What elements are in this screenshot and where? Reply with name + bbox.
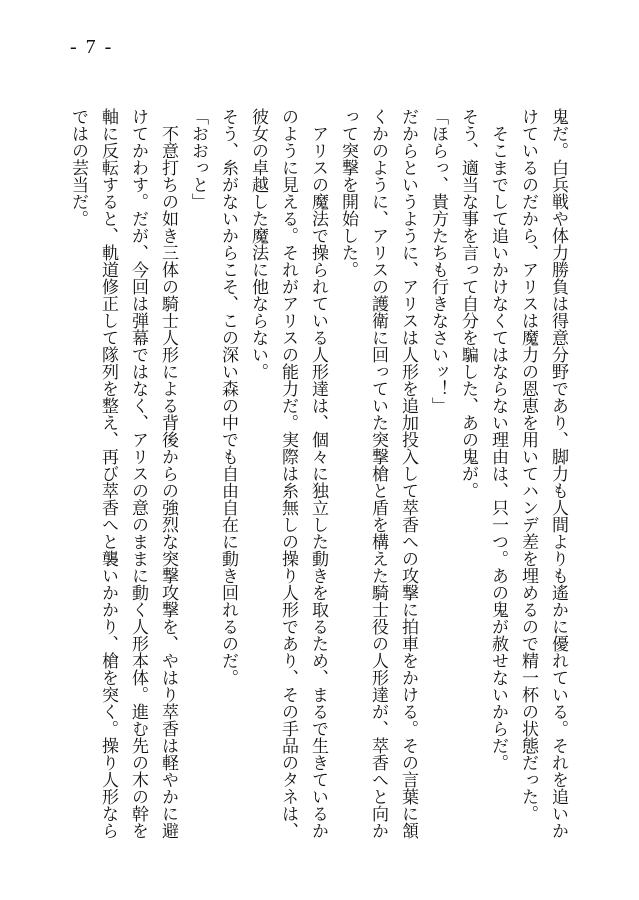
paragraph-4: だからというように、アリスは人形を追加投入して萃香への攻撃に拍車をかける。その言葉に頷くかのように、アリスの護衛に回っていた突撃槍と盾を構えた騎士役の人形達が、萃香へと向かって突撃を開始した。 (338, 108, 418, 839)
paragraph-6: そう、糸がないからこそ、この深い森の中でも自由自在に動き回れるのだ。 (218, 108, 238, 686)
paragraph-5: アリスの魔法で操られている人形達は、個々に独立した動きを取るため、まるで生きているかのように見える。それがアリスの能力だ。実際は糸無しの操り人形であり、その手品のタネは、彼女の卓越した魔法に他ならない。 (248, 108, 328, 839)
dialogue-2: 「おおっと」 (188, 108, 208, 210)
dialogue-1: 「ほらっ、貴方たちも行きなさいッ！」 (428, 108, 448, 414)
paragraph-1: 鬼だ。白兵戦や体力勝負は得意分野であり、脚力も人間よりも遙かに優れている。それを追いかけているのだから、アリスは魔力の恩恵を用いてハンデ差を埋めるので精一杯の状態だった。 (518, 108, 568, 839)
paragraph-7: 不意打ちの如き三体の騎士人形による背後からの強烈な突撃攻撃を、やはり萃香は軽やかに避けてかわす。だが、今回は弾幕ではなく、アリスの意のままに動く人形本体。進む先の木の幹を軸に反転すると、軌道修正して隊列を整え、再び萃香へと襲いかかり、槍を突く。操り人形ならではの芸当だ。 (68, 108, 178, 839)
paragraph-2: そこまでして追いかけなくてはならない理由は、只一つ。あの鬼が赦せないからだ。 (488, 125, 508, 771)
paragraph-3: そう、適当な事を言って自分を騙した、あの鬼が。 (458, 108, 478, 499)
page-number: - 7 - (70, 36, 114, 58)
novel-text-body (63, 108, 573, 848)
